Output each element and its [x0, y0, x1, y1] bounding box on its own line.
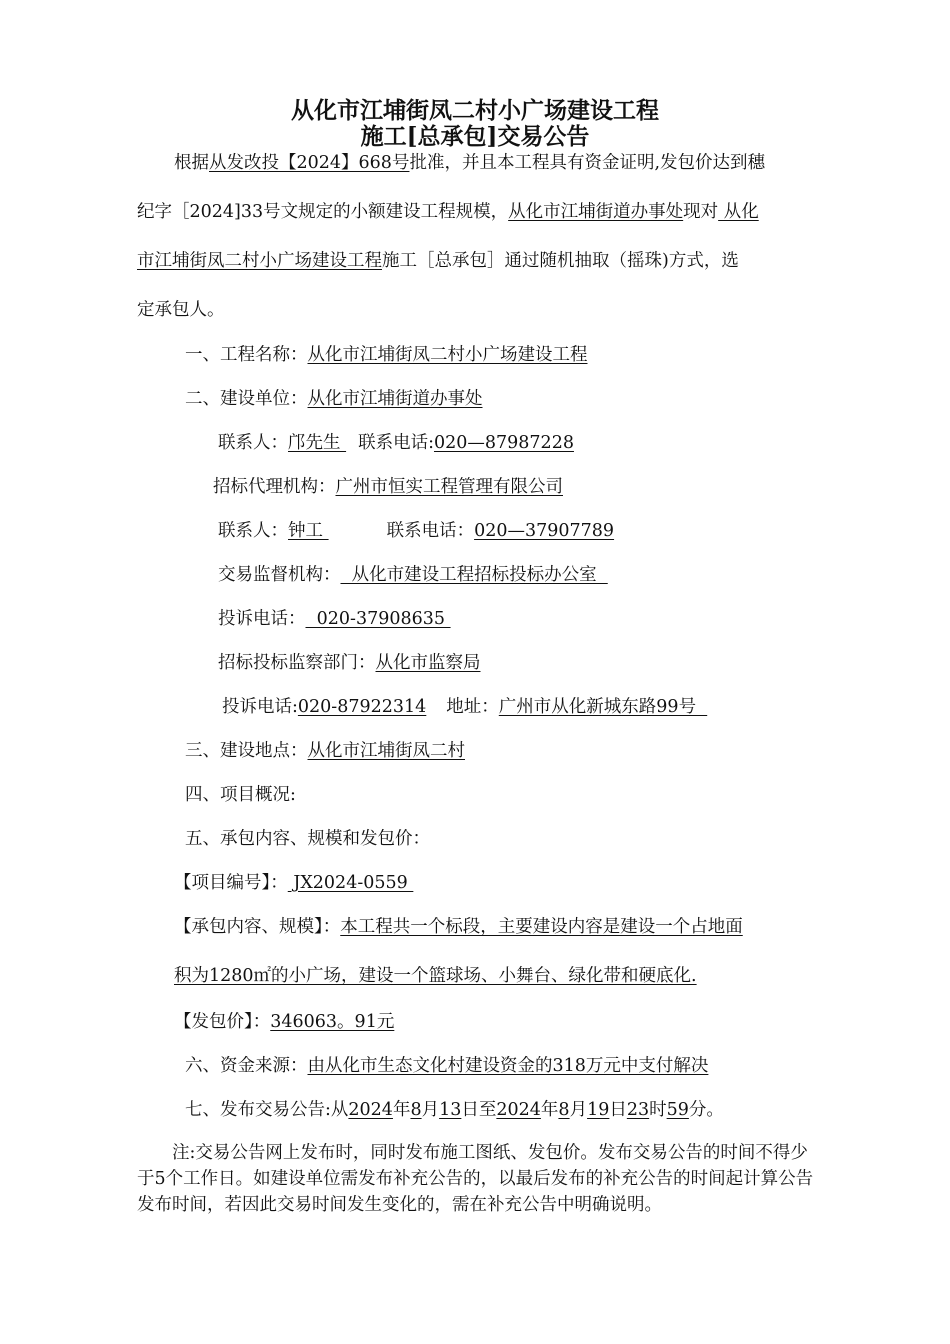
date-text: 年 — [540, 1100, 559, 1120]
date-text: 月 — [421, 1100, 440, 1120]
project-name-part: 从化 — [718, 202, 759, 222]
field-label: 招标代理机构： — [213, 477, 336, 497]
section-overview: 四、项目概况: — [185, 785, 296, 805]
field-label: 【承包内容、规模】： — [174, 917, 341, 937]
intro-text: 现对 — [683, 202, 719, 222]
field-label: 【发包价】： — [174, 1012, 271, 1032]
complaint2-line — [222, 696, 707, 718]
end-hour: 23 — [626, 1100, 650, 1120]
intro-line-4: 定承包人。 — [137, 300, 225, 320]
supervise-value: 从化市建设工程招标投标办公室 — [340, 565, 608, 585]
approval-number: 从发改投【2024】668号 — [209, 153, 410, 173]
end-minute: 59 — [666, 1100, 689, 1120]
intro-text: 纪字［2024]33号文规定的小额建设工程规模， — [137, 202, 509, 222]
intro-text: 批准，并且本工程具有资金证明,发包价达到穗 — [409, 153, 766, 173]
address-value: 广州市从化新城东路99号 — [498, 697, 708, 717]
field-label: 【项目编号】： — [174, 873, 288, 893]
field-label: 一、工程名称： — [185, 345, 308, 365]
inspect-line — [218, 652, 481, 674]
project-name-value: 从化市江埔街凤二村小广场建设工程 — [307, 345, 588, 365]
agency-phone: 020—37907789 — [474, 521, 615, 541]
owner-name: 从化市江埔街道办事处 — [508, 202, 684, 222]
project-code-line — [174, 872, 413, 894]
complaint2-phone: 020-87922314 — [297, 697, 427, 717]
intro-line-1 — [174, 152, 765, 174]
section-publish-period — [185, 1099, 724, 1121]
field-label: 三、建设地点： — [185, 741, 308, 761]
scope-value: 积为1280㎡的小广场，建设一个篮球场、小舞台、绿化带和硬底化. — [174, 966, 697, 986]
date-text: 日至 — [461, 1100, 497, 1120]
owner-phone: 020—87987228 — [433, 433, 574, 453]
section-location — [185, 740, 465, 762]
section-funding — [185, 1055, 708, 1077]
field-label: 六、资金来源： — [185, 1056, 308, 1076]
field-label: 联系电话: — [358, 433, 434, 453]
complaint-phone: 020-37908635 — [305, 609, 451, 629]
end-year: 2024 — [496, 1100, 541, 1120]
field-label: 二、建设单位： — [185, 389, 308, 409]
date-text: 年 — [392, 1100, 411, 1120]
start-month: 8 — [410, 1100, 422, 1120]
section-owner — [185, 388, 483, 410]
intro-text: 根据 — [174, 153, 209, 173]
scope-line-2 — [174, 965, 697, 987]
owner-contact-line — [218, 432, 574, 454]
doc-title-line1: 从化市江埔街凤二村小广场建设工程 — [291, 97, 659, 124]
date-text: 分。 — [688, 1100, 724, 1120]
date-text: 时 — [649, 1100, 667, 1120]
date-text: 日 — [609, 1100, 627, 1120]
field-label: 地址： — [446, 697, 499, 717]
scope-line-1 — [174, 916, 743, 938]
price-value: 346063。91元 — [270, 1012, 395, 1032]
field-label: 招标投标监察部门： — [218, 653, 376, 673]
owner-value: 从化市江埔街道办事处 — [307, 389, 483, 409]
agency-line — [213, 476, 563, 498]
agency-contact-line — [218, 520, 614, 542]
start-day: 13 — [439, 1100, 462, 1120]
field-label: 联系电话： — [386, 521, 475, 541]
note-paragraph: 注:交易公告网上发布时，同时发布施工图纸、发包价。发布交易公告的时间不得少于5个工作日。如建设单位需发布补充公告的，以最后发布的补充公告的时间起计算公告发布时间，若因此交易时间发生变化的，需在补充公告中明确说明。 — [137, 1143, 814, 1215]
supervise-line — [218, 564, 608, 586]
location-value: 从化市江埔街凤二村 — [307, 741, 465, 761]
end-month: 8 — [558, 1100, 570, 1120]
end-day: 19 — [587, 1100, 610, 1120]
field-label: 投诉电话： — [218, 609, 306, 629]
intro-text: 施工［总承包］通过随机抽取（摇珠)方式，选 — [382, 251, 739, 271]
agency-contact: 钟工 — [288, 521, 329, 541]
inspect-value: 从化市监察局 — [375, 653, 481, 673]
start-year: 2024 — [348, 1100, 393, 1120]
project-code: JX2024-0559 — [287, 873, 414, 893]
field-label: 投诉电话: — [222, 697, 298, 717]
field-label: 联系人： — [218, 433, 288, 453]
date-text: 月 — [569, 1100, 588, 1120]
project-name-part: 市江埔街凤二村小广场建设工程 — [137, 251, 382, 271]
section-project-name — [185, 344, 588, 366]
field-label: 七、发布交易公告:从 — [185, 1100, 349, 1120]
complaint-line — [218, 608, 451, 630]
agency-value: 广州市恒实工程管理有限公司 — [335, 477, 563, 497]
doc-title-line2: 施工[总承包]交易公告 — [360, 123, 590, 150]
intro-line-2 — [137, 201, 759, 223]
funding-value: 由从化市生态文化村建设资金的318万元中支付解决 — [307, 1056, 709, 1076]
intro-line-3 — [137, 250, 739, 272]
field-label: 联系人： — [218, 521, 288, 541]
section-scope: 五、承包内容、规模和发包价： — [185, 829, 430, 849]
scope-value: 本工程共一个标段，主要建设内容是建设一个占地面 — [340, 917, 743, 937]
price-line — [174, 1011, 394, 1033]
owner-contact: 邝先生 — [288, 433, 347, 453]
field-label: 交易监督机构： — [218, 565, 341, 585]
